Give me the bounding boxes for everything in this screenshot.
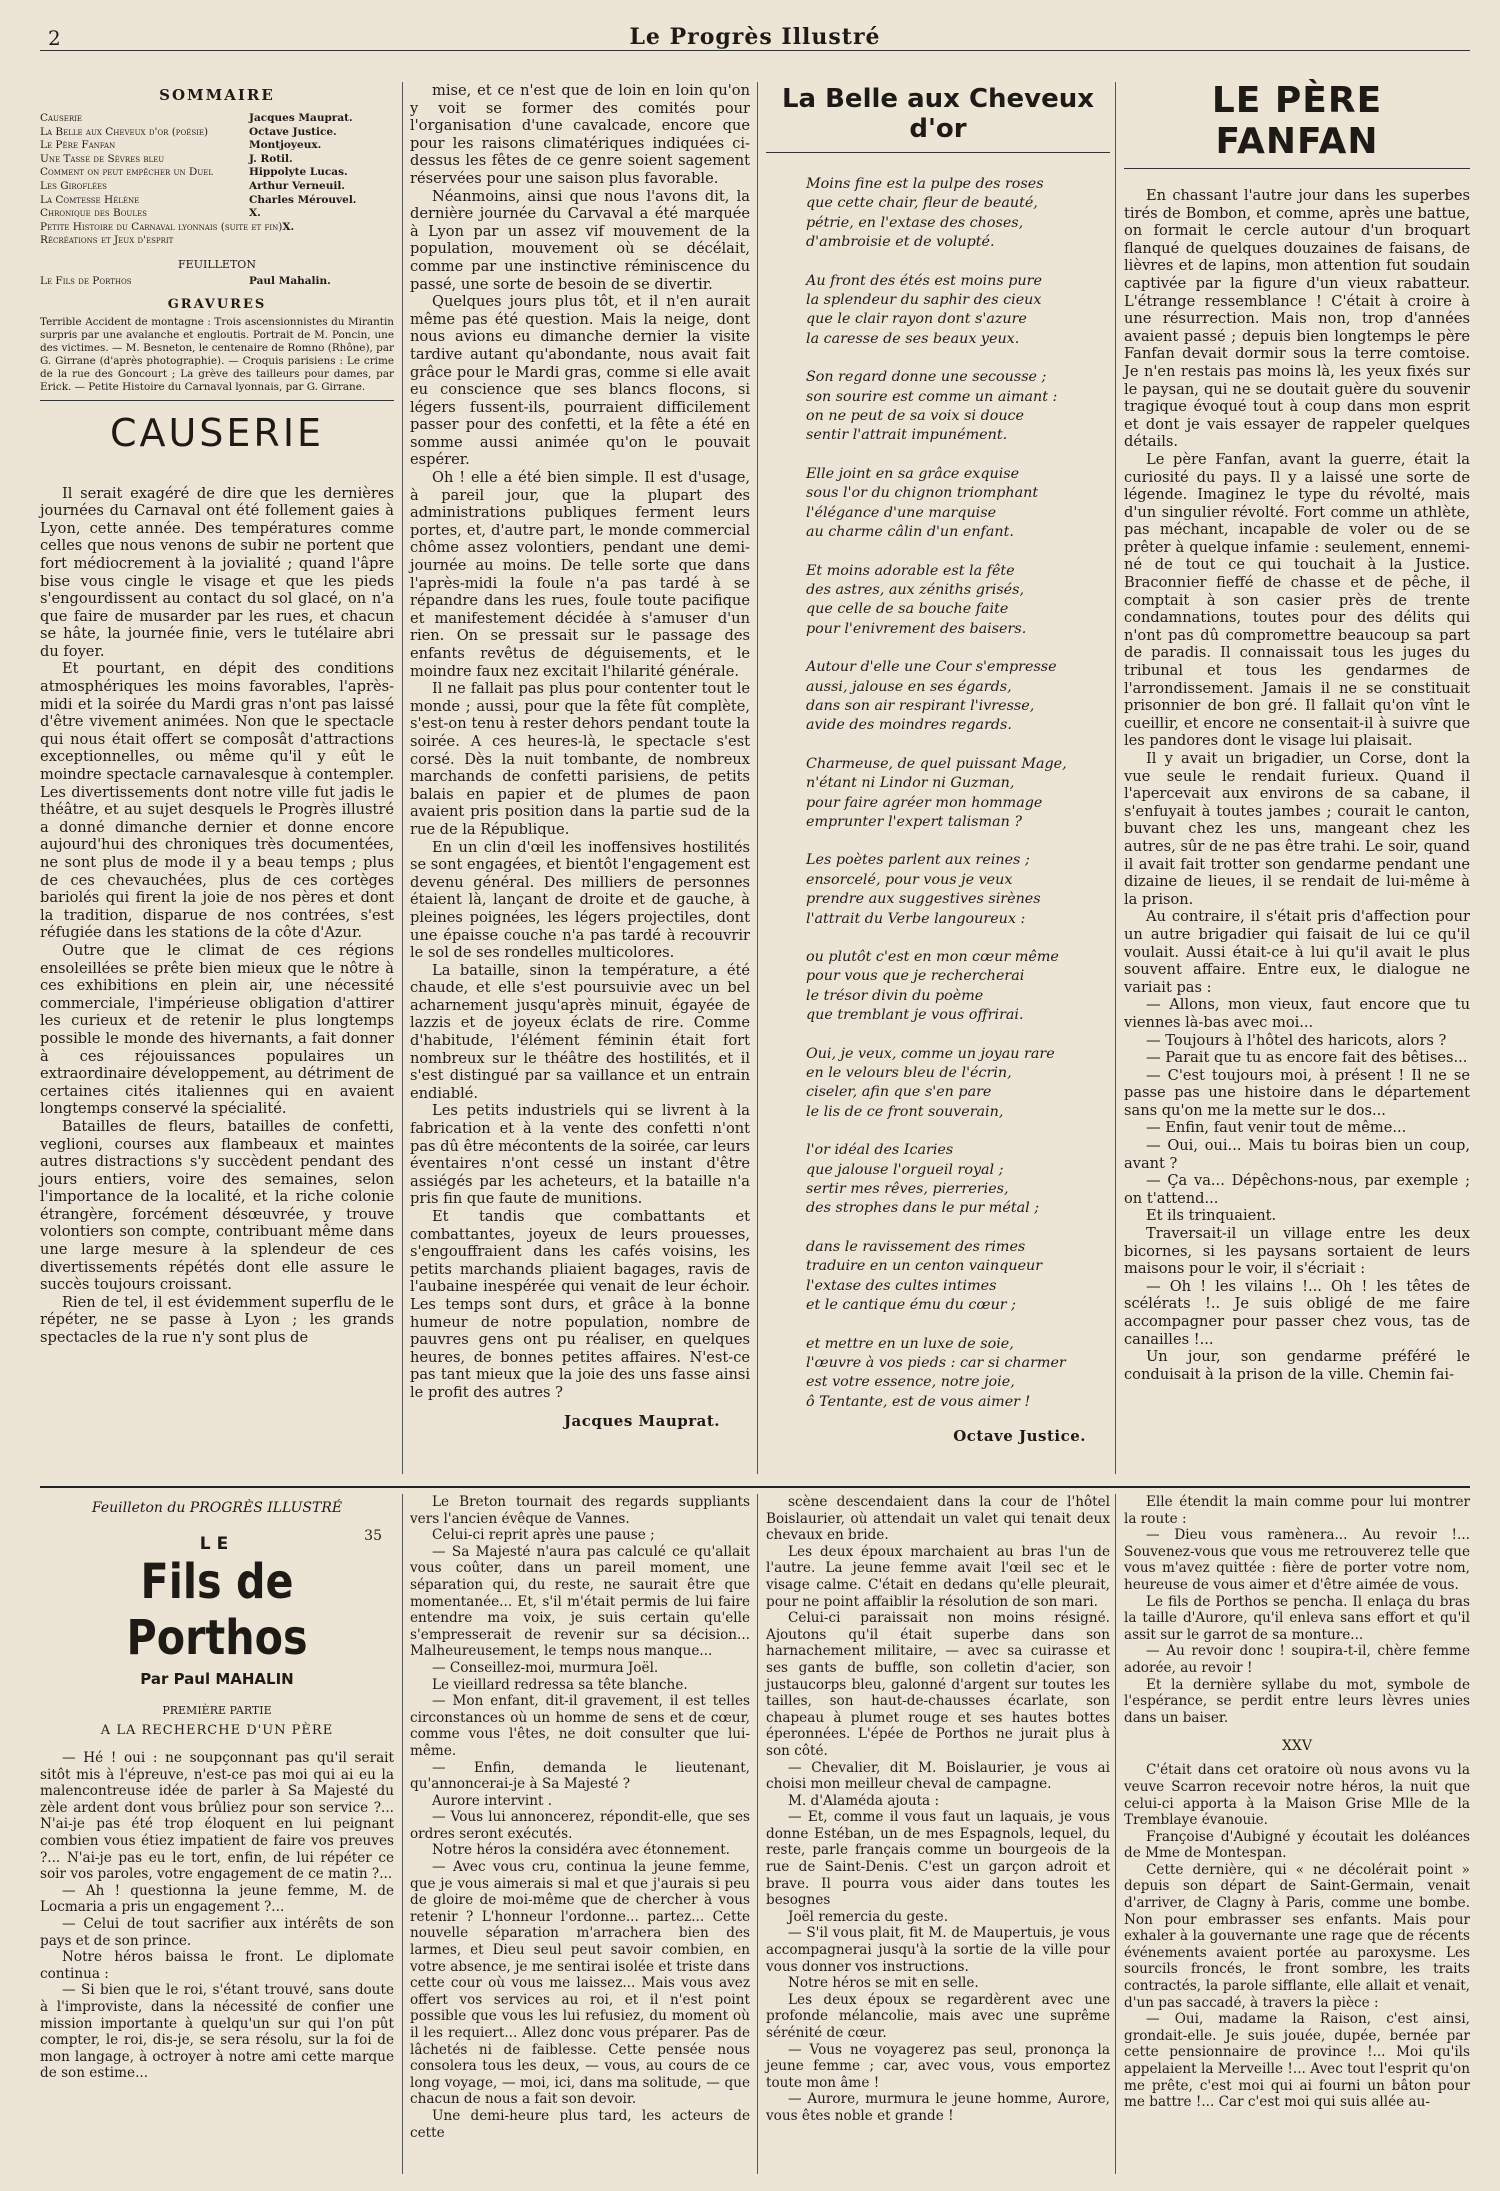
sommaire-item-title: Une Tasse de Sèvres bleu (40, 152, 165, 165)
column-2 (410, 82, 750, 1474)
feuilleton-paragraph: Celui-ci paraissait non moins résigné. Ajoutons qu'il était superbe dans son harnachement militaire, — avec sa cuirasse et ses gants de buffle, son colletin d'acier, son justaucorps bleu, galonné d'argent sur toutes les tailles, son haut-de-chausses écarlate, son chapeau à plumet rouge et ses hautes bottes éperonnées. L'épée de Porthos ne jurait plus à son côté. (766, 1610, 1110, 1759)
feuilleton-paragraph: — Ah ! questionna la jeune femme, M. de Locmaria a pris un engagement ?... (40, 1882, 394, 1916)
causerie-paragraph: mise, et ce n'est que de loin en loin qu'on y voit se former des comités pour l'organisation d'une cavalcade, encore que pour les raisons climatériques indiquées ci-dessus les fêtes de ce genre soient sagement réservées pour une saison plus favorable. (410, 82, 750, 187)
fanfan-paragraph: Il y avait un brigadier, un Corse, dont la vue seule le rendait furieux. Quand il l'apercevait aux environs de sa cabane, il s'enfuyait à toutes jambes ; courait le canton, buvant chez les uns, mangeant chez les autres, sûr de ne pas être trahi. Le soir, quand il avait fait trotter son gendarme pendant une dizaine de lieues, il se rendait de lui-même à la prison. (1124, 750, 1470, 908)
poem-line: la splendeur du saphir des cieux (806, 292, 1042, 309)
feuilleton-paragraph: — Conseillez-moi, murmura Joël. (432, 1659, 659, 1676)
poem-stanza (806, 368, 1110, 446)
poem-body (766, 175, 1110, 1412)
sommaire-item-title: Récréations et Jeux d'esprit (40, 234, 174, 247)
poem-line: traduire en un centon vainqueur (806, 1258, 1043, 1275)
poem-signature: Octave Justice. (953, 1427, 1086, 1446)
poem-line: Oui, je veux, comme un joyau rare (806, 1045, 1055, 1062)
feuilleton-paragraph: M. d'Alaméda ajouta : (788, 1792, 940, 1809)
fanfan-body (1124, 187, 1470, 1383)
column-divider (757, 82, 758, 1474)
chapter-number: XXV (1281, 1738, 1313, 1755)
feuilleton-author: Par Paul MAHALIN (140, 1670, 294, 1688)
sommaire-item-author: Arthur Verneuil. (249, 179, 345, 192)
poem-line: sous l'or du chignon triomphant (806, 485, 1039, 502)
causerie-paragraph: Rien de tel, il est évidemment superflu de le répéter, ne se passe à Lyon ; les grands spectacles de la rue n'y sont plus de (40, 1293, 394, 1347)
fanfan-paragraph: — Enfin, faut venir tout de même... (1146, 1119, 1407, 1137)
feuilleton-paragraph: — Mon enfant, dit-il gravement, il est telles circonstances où un homme de sens et de cœur, comme vous l'êtes, ne doit consulter que lui-même. (410, 1693, 750, 1759)
sommaire-item-author: Hippolyte Lucas. (249, 166, 348, 179)
fanfan-paragraph: — Toujours à l'hôtel des haricots, alors ? (1146, 1031, 1447, 1049)
causerie-paragraph: Néanmoins, ainsi que nous l'avons dit, la dernière journée du Carvaval a été marquée à Lyon par un assez vif mouvement de la population, mouvement où se décélait, comme par une instinctive réminiscence du passé, une sorte de besoin de se divertir. (410, 187, 750, 293)
feuilleton-paragraph: C'était dans cet oratoire où nous avons vu la veuve Scarron recevoir notre héros, la nuit que celui-ci apporta à la Maison Grise Mlle de la Tremblaye évanouie. (1124, 1762, 1470, 1829)
sommaire-item (40, 180, 394, 194)
poem-line: dans son air respirant l'ivresse, (806, 697, 1035, 714)
poem-line: on ne peut de sa voix si douce (806, 408, 1024, 425)
feuilleton-text-4a (1124, 1494, 1470, 1726)
feuilleton-column-3 (766, 1494, 1110, 2180)
sommaire-item (40, 112, 394, 126)
poem-line: pour faire agréer mon hommage (806, 794, 1043, 811)
causerie-paragraph: Les petits industriels qui se livrent à la fabrication et à la vente des confetti n'ont pas dû être mécontents de la soirée, car leurs éventaires n'ont cessé un instant d'être assiégés par les acheteurs, et la bataille n'a pris fin que faute de munitions. (410, 1102, 750, 1208)
feuilleton-paragraph: Les deux époux se regardèrent avec une profonde mélancolie, mais avec une suprême sérénité de cœur. (766, 1991, 1110, 2041)
poem-line: des strophes dans le pur métal ; (806, 1200, 1040, 1217)
poem-stanza (806, 1141, 1110, 1219)
sommaire-item-author: Octave Justice. (249, 125, 337, 138)
feuilleton-paragraph: Aurore intervint . (432, 1792, 553, 1809)
sommaire-item-author: Charles Mérouvel. (249, 193, 357, 206)
poem-line: et le cantique ému du cœur ; (806, 1297, 1016, 1314)
causerie-paragraph: Il serait exagéré de dire que les dernières journées du Carnaval ont été follement gaies à Lyon, cette année. Des températures comme celles que nous venons de subir ne portent que fort médiocrement à la jovialité ; quand l'âpre bise vous cingle le visage et que les pieds s'engourdissent au contact du sol glacé, on n'a que faire de musarder par les rues, et chacun se hâte, la journée finie, vers le tutélaire abri du foyer. (40, 484, 394, 660)
fanfan-paragraph: — Oh ! les vilains !... Oh ! les têtes de scélérats !.. Je suis obligé de me faire accompagner pour passer chez vous, tas de canailles !... (1124, 1277, 1470, 1348)
sommaire-item-author: X. (282, 220, 295, 233)
feuilleton-text-3 (766, 1494, 1110, 2125)
poem-line: que celle de sa bouche faite (806, 601, 1009, 618)
fanfan-paragraph: En chassant l'autre jour dans les superbes tirés de Bombon, et comme, après une battue, on formait le cercle autour d'un broquart flanqué de quelques douzaines de faisans, de lièvres et de lapins, mon attention fut soudain captivée par la figure d'un vieux rabatteur. L'étrange ressemblance ! C'était à croire à une résurrection. Mais non, trop d'années avaient passé ; depuis bien longtemps le père Fanfan devait dormir sous la terre comtoise. Je n'en restais pas moins là, les yeux fixés sur le paysan, qui ne se doutait guère du souvenir tragique évoqué tout à coup dans mon esprit et dont je vais essayer de rappeler quelques détails. (1124, 187, 1470, 451)
page-header (40, 22, 1470, 51)
poem-stanza (806, 755, 1110, 833)
feuilleton-paragraph: Françoise d'Aubigné y écoutait les doléances de Mme de Montespan. (1124, 1828, 1470, 1862)
causerie-paragraph: Et pourtant, en dépit des conditions atmosphériques les moins favorables, l'après-midi et la soirée du Mardi gras n'ont pas laissé d'être vivement animées. Non que le spectacle qui nous était offert se composât d'attractions exceptionnelles, ou même qu'il y eût le moindre spectacle carnavalesque à contempler. Les divertissements dont notre ville fut jadis le théâtre, et au sujet desquels le Progrès illustré a donné dimanche dernier et donne encore aujourd'hui des chroniques très documentées, ne sont plus de mode il y a beau temps ; plus de ces chevauchées, plus de ces cortèges bariolés qui firent la joie de nos pères et dont la tradition, disparue de nos contrées, s'est réfugiée dans les stations de la côte d'Azur. (40, 660, 394, 942)
poem-line: l'extase des cultes intimes (806, 1277, 997, 1294)
fanfan-paragraph: Le père Fanfan, avant la guerre, était la curiosité du pays. Il y a laissé une sorte de légende. Imaginez le type du révolté, mais d'un singulier révolté. Fort comme un athlète, pas méchant, incapable de voler ou de se prêter à quelque infamie : seulement, ennemi-né de tout ce qui touchait à la Justice. Braconnier fieffé de chasse et de pêche, il comptait à son casier près de trente condamnations, toutes pour des délits qui n'ont pas dû compromettre beaucoup sa part de paradis. Il connaissait tous les juges du tribunal et tous les gendarmes de l'arrondissement. Jamais il ne se constituait prisonnier de bon gré. Il fallait qu'on vînt le cueillir, et encore ne consentait-il à suivre que les pandores dont le visage lui plaisait. (1124, 450, 1470, 750)
sommaire-item-title: Comment on peut empêcher un Duel (40, 166, 213, 179)
feuilleton-paragraph: Joël remercia du geste. (788, 1908, 949, 1925)
column-1 (40, 86, 394, 1478)
poem-line: Son regard donne une secousse ; (806, 369, 1047, 386)
poem-line: la caresse de ses beaux yeux. (806, 330, 1020, 347)
poem-stanza (806, 1238, 1110, 1316)
feuilleton-part: PREMIÈRE PARTIE (162, 1704, 272, 1717)
feuilleton-paragraph: — Celui de tout sacrifier aux intérêts de son pays et de son prince. (40, 1915, 394, 1949)
causerie-signature: Jacques Mauprat. (563, 1411, 720, 1430)
poem-stanza (806, 175, 1110, 253)
sommaire-item (40, 166, 394, 180)
feuilleton-heading: FEUILLETON (178, 257, 256, 271)
feuilleton-paragraph: Une demi-heure plus tard, les acteurs de cette (410, 2107, 750, 2141)
feuilleton-column-4 (1124, 1494, 1470, 2180)
sommaire-item-author: X. (249, 207, 261, 220)
feuilleton-paragraph: — Chevalier, dit M. Boislaurier, je vous ai choisi mon meilleur cheval de campagne. (766, 1759, 1110, 1793)
poem-line: ô Tentante, est de vous aimer ! (806, 1393, 1031, 1410)
poem-stanza (806, 851, 1110, 929)
feuilleton-section: A LA RECHERCHE D'UN PÈRE (100, 1723, 334, 1738)
poem-line: Charmeuse, de quel puissant Mage, (806, 755, 1067, 772)
sommaire-item-title: Chronique des Boules (40, 207, 147, 220)
sommaire-item (40, 221, 394, 235)
feuilleton-title-big: Fils de Porthos (126, 1554, 308, 1666)
sommaire-item-author (249, 234, 394, 248)
causerie-paragraph: Oh ! elle a été bien simple. Il est d'usage, à pareil jour, que la plupart des administrations publiques ferment leurs portes, et, d'autre part, le monde commercial chôme assez volontiers, pendant une demi-journée au moins. De telle sorte que dans l'après-midi la foule n'a pas tardé à se répandre dans les rues, foule toute pacifique et manifestement décidée à s'amuser d'un rien. On se pressait sur le passage des enfants revêtus de déguisements, et le moindre faux nez excitait l'hilarité générale. (410, 469, 750, 680)
page-number: 2 (48, 26, 61, 50)
feuilleton-number: 35 (364, 1528, 382, 1544)
causerie-column-2 (410, 82, 750, 1402)
sommaire-item-author: J. Rotil. (249, 152, 293, 165)
feuilleton-paragraph: Elle étendit la main comme pour lui montrer la route : (1124, 1494, 1470, 1527)
feuilleton-paragraph: Celui-ci reprit après une pause ; (432, 1527, 655, 1544)
poem-line: dans le ravissement des rimes (806, 1238, 1026, 1255)
column-divider (402, 1494, 403, 2174)
sommaire-rule (40, 400, 394, 401)
causerie-paragraph: Quelques jours plus tôt, et il n'en aurait même pas été question. Mais la neige, dont nous avions eu dimanche dernier la visite tardive autant qu'abondante, nous avait fait grâce pour le Mardi gras, comme si elle avait eu conscience que ses blancs flocons, si légers fussent-ils, pourraient difficilement passer pour des confetti, et la fête a été en somme aussi animée qu'on le pouvait espérer. (410, 293, 750, 469)
feuilleton-paragraph: — S'il vous plait, fit M. de Maupertuis, je vous accompagnerai jusqu'à la sortie de la ville pour vous donner vos instructions. (766, 1925, 1110, 1975)
poem-line: emprunter l'expert talisman ? (806, 813, 1023, 830)
poem-line: pour vous que je rechercherai (806, 968, 1025, 985)
causerie-paragraph: La bataille, sinon la température, a été chaude, et elle s'est poursuivie avec un bel acharnement jusqu'après minuit, égayée de lazzis et de joyeux éclats de rire. Comme d'habitude, l'élément féminin était fort nombreux sur le théâtre des hostilités, et il s'est distingué par sa vaillance et un entrain endiablé. (410, 961, 750, 1102)
gravures-text: Terrible Accident de montagne : Trois ascensionnistes du Mirantin surpris par une avalanche et engloutis. Portrait de M. Poncin, une des victimes. — M. Besneton, le centenaire de Romno (Rhône), par G. Girrane (d'après photographie). — Croquis parisiens : Le crime de la rue des Goncourt ; La grève des tailleurs pour dames, par Erick. — Petite Histoire du Carnaval lyonnais, par G. Girrane. (40, 315, 394, 393)
sommaire-item-title: Le Père Fanfan (40, 139, 116, 152)
poem-line: Autour d'elle une Cour s'empresse (806, 659, 1057, 676)
poem-line: que cette chair, fleur de beauté, (806, 195, 1038, 212)
column-divider (1115, 1494, 1116, 2174)
poem-line: que le clair rayon dont s'azure (806, 311, 1027, 328)
feuilleton-column-2 (410, 1494, 750, 2180)
sommaire-item (40, 126, 394, 140)
fanfan-paragraph: Et ils trinquaient. (1146, 1207, 1277, 1225)
feuilleton-paragraph: Cette dernière, qui « ne décolérait point » depuis son départ de Saint-Germain, venait d'arriver, de Clagny à Paris, comme une bombe. Non pour embrasser ses enfants. Mais pour exhaler à la gouvernante une rage que de récents événements avaient portée au paroxysme. Les sourcils froncés, le front sombre, les traits contractés, la parole sifflante, elle allait et venait, d'un pas saccadé, à travers la pièce : (1124, 1861, 1470, 2011)
column-divider (402, 82, 403, 1474)
gravures-heading: GRAVURES (167, 296, 267, 312)
feuilleton-paragraph: Notre héros la considéra avec étonnement. (432, 1842, 730, 1859)
feuilleton-text-4b (1124, 1762, 1470, 2110)
column-divider (1115, 82, 1116, 1474)
sommaire-title: SOMMAIRE (159, 86, 275, 104)
sommaire-item-title: Petite Histoire du Carnaval lyonnais (suite et fin) (40, 220, 283, 233)
poem-line: avide des moindres regards. (806, 717, 1012, 734)
poem-line: pétrie, en l'extase des choses, (806, 214, 1024, 231)
fanfan-paragraph: Traversait-il un village entre les deux bicornes, si les paysans sortaient de leurs maisons pour le voir, il s'écriait : (1124, 1225, 1470, 1278)
fanfan-paragraph: — Parait que tu as encore fait des bêtises... (1146, 1049, 1468, 1067)
feuilleton-paragraph: — Enfin, demanda le lieutenant, qu'annoncerai-je à Sa Majesté ? (410, 1759, 750, 1793)
feuilleton-text-1 (40, 1750, 394, 2082)
column-3 (766, 84, 1110, 1476)
feuilleton-paragraph: Le fils de Porthos se pencha. Il enlaça du bras la taille d'Aurore, qu'il enleva sans effort et qu'il assit sur le garrot de sa monture... (1124, 1593, 1470, 1643)
sommaire-item-author: Jacques Mauprat. (249, 112, 353, 124)
sommaire-item (40, 139, 394, 153)
poem-stanza (806, 658, 1110, 736)
feuilleton-paragraph: — Oui, madame la Raison, c'est ainsi, grondait-elle. Je suis jouée, dupée, bernée par cette pensionnaire de province !... Moi qu'ils appelaient la Merveille !... Avec tout l'esprit qu'on me prête, c'est moi qui ai fourni un bâton pour me battre !... Car c'est moi qui suis allée au- (1124, 2011, 1470, 2111)
poem-line: le trésor divin du poème (806, 987, 984, 1004)
feuilleton-paragraph: scène descendaient dans la cour de l'hôtel Boislaurier, où attendait un valet qui tenait deux chevaux en bride. (766, 1494, 1110, 1544)
sommaire-item-title: Causerie (40, 112, 83, 124)
feuilleton-column-1 (40, 1500, 394, 2180)
poem-stanza (806, 562, 1110, 640)
poem-stanza (806, 465, 1110, 543)
fanfan-paragraph: — Allons, mon vieux, faut encore que tu viennes là-bas avec moi... (1124, 996, 1470, 1031)
poem-line: Moins fine est la pulpe des roses (806, 176, 1044, 192)
poem-line: Les poètes parlent aux reines ; (806, 852, 1030, 869)
column-divider (757, 1494, 758, 2174)
sommaire-item (40, 194, 394, 208)
poem-line: aussi, jalouse en ses égards, (806, 678, 1012, 695)
causerie-title: CAUSERIE (109, 410, 325, 455)
poem-stanza (806, 948, 1110, 1026)
journal-title: Le Progrès Illustré (629, 24, 881, 50)
fanfan-paragraph: — Ça va... Dépêchons-nous, par exemple ; on t'attend... (1124, 1172, 1470, 1207)
poem-line: son sourire est comme un aimant : (806, 388, 1058, 405)
feuilleton-paragraph: — Aurore, murmura le jeune homme, Aurore, vous êtes noble et grande ! (766, 2091, 1110, 2124)
poem-line: Au front des étés est moins pure (806, 272, 1042, 289)
poem-line: que jalouse l'orgueil royal ; (806, 1161, 1004, 1178)
fanfan-paragraph: — Oui, oui... Mais tu boiras bien un coup, avant ? (1124, 1137, 1470, 1172)
sommaire-item-title: Les Giroflées (40, 179, 107, 192)
feuilleton-paragraph: — Dieu vous ramènera... Au revoir !... Souvenez-vous que vous me retrouverez telle que vous m'avez quittée : fière de porter votre nom, heureuse de vous aimer et d'être aimée de vous. (1124, 1527, 1470, 1593)
poem-line: sertir mes rêves, pierreries, (806, 1181, 1009, 1198)
feuilleton-paragraph: — Si bien que le roi, s'étant trouvé, sans doute à l'improviste, dans la nécessité de confier une mission importante à quelqu'un sur qui l'on pût compter, le roi, dis-je, se sera résolu, sur la foi de mon langage, à octroyer à notre ami cette marque de son estime... (40, 1982, 394, 2082)
feuilleton-paragraph: — Sa Majesté n'aura pas calculé ce qu'allait vous coûter, dans un pareil moment, une séparation qui, du reste, ne saurait être que momentanée... Et, s'il m'était permis de lui faire entendre ma voix, je suis certain qu'elle s'empresserait de revenir sur sa décision... Malheureusement, le temps nous manque... (410, 1543, 750, 1660)
poem-line: pour l'enivrement des baisers. (806, 620, 1027, 637)
poem-line: et mettre en un luxe de soie, (806, 1335, 1014, 1352)
feuilleton-text-2 (410, 1494, 750, 2141)
poem-line: l'or idéal des Icaries (806, 1142, 954, 1159)
feuilleton-paragraph: — Vous ne voyagerez pas seul, prononça la jeune femme ; car, avec vous, vous emportez toute mon âme ! (766, 2041, 1110, 2091)
causerie-paragraph: Et tandis que combattants et combattantes, joyeux de leurs prouesses, s'engouffraient dans les cafés voisins, les petits marchands pliaient bagages, ravis de l'aubaine inespérée qui venait de leur échoir. Les temps sont durs, et grâce à la bonne humeur de notre population, nombre de pauvres gens ont pu réaliser, en quelques heures, de bonnes petites affaires. N'est-ce pas tant mieux que la joie des uns fasse ainsi le profit des autres ? (410, 1208, 750, 1401)
poem-line: l'attrait du Verbe langoureux : (806, 910, 1026, 927)
column-4 (1124, 80, 1470, 1480)
feuilleton-paragraph: Notre héros se mit en selle. (788, 1975, 979, 1992)
feuilleton-divider (40, 1486, 1470, 1488)
poem-line: ciseler, afin que s'en pare (806, 1084, 992, 1101)
causerie-paragraph: Batailles de fleurs, batailles de confetti, veglioni, courses aux flambeaux et maintes autres distractions s'y succèdent pendant des jours entiers, voire des semaines, selon l'importance de la localité, et la riche colonie étrangère, forcément désœuvrée, y trouve volontiers son compte, contribuant même dans une large mesure à la splendeur de ces divertissements répétés dont elle assure le succès toujours croissant. (40, 1117, 394, 1294)
sommaire-item (40, 207, 394, 221)
poem-line: l'œuvre à vos pieds : car si charmer (806, 1354, 1066, 1371)
feuilleton-paragraph: — Avec vous cru, continua la jeune femme, que je vous aimerais si mal et que j'aurais si peu de gloire de moi-même que de chercher à vous retenir ? L'honneur l'ordonne... partez... Cette nouvelle séparation m'arrachera bien des larmes, et Dieu seul peut savoir combien, en votre absence, je me sentirai isolée et triste dans cette cour où vous me laissez... Mais vous avez offert vos services au roi, et il n'est point possible que vous les lui refusiez, du moment où il les requiert... Allez donc vous préparer. Pas de lâchetés ni de faiblesse. Cette pensée nous consolera tous les deux, — vous, au cours de ce long voyage, — moi, ici, dans ma solitude, — que chacun de nous a fait son devoir. (410, 1859, 750, 2108)
causerie-paragraph: En un clin d'œil les inoffensives hostilités se sont engagées, et bientôt l'engagement est devenu général. Des milliers de personnes étaient là, lançant de droite et de gauche, à pleines poignées, les légers projectiles, dont une épaisse couche n'a pas tardé à recouvrir le sol de ses rondelles multicolores. (410, 838, 750, 962)
feuilleton-paragraph: — Au revoir donc ! soupira-t-il, chère femme adorée, au revoir ! (1124, 1643, 1470, 1676)
feuilleton-paragraph: — Et, comme il vous faut un laquais, je vous donne Estéban, un de mes Espagnols, lequel, du reste, parle français comme un bourgeois de la rue de Saint-Denis. C'est un garçon adroit et brave. Il pourra vous aider dans toutes les besognes (766, 1809, 1110, 1909)
poem-line: ou plutôt c'est en mon cœur même (806, 949, 1059, 965)
poem-line: d'ambroisie et de volupté. (806, 234, 995, 251)
fanfan-paragraph: Au contraire, il s'était pris d'affection pour un autre brigadier qui faisait de lui ce qu'il voulait. Aussi était-ce à lui qu'il avait le plus souvent affaire. Entre eux, le dialogue ne variait pas : (1124, 908, 1470, 996)
sommaire-item (40, 153, 394, 167)
causerie-paragraph: Outre que le climat de ces régions ensoleillées se prête bien mieux que le nôtre à ces exhibitions en plein air, une nécessité commerciale, l'impérieuse obligation d'attirer les curieux et de retenir le plus longtemps possible le monde des hivernants, a fait donner à ces réjouissances populaires un extraordinaire développement, au détriment de certaines cités italiennes qui en avaient longtemps conservé la spécialité. (40, 941, 394, 1118)
feuilleton-title-small: LE (199, 1534, 235, 1554)
causerie-column-1 (40, 485, 394, 1347)
feuilleton-label: Feuilleton du PROGRÈS ILLUSTRÉ (91, 1500, 343, 1516)
feuilleton-paragraph: Les deux époux marchaient au bras l'un de l'autre. La jeune femme avait l'œil sec et le visage calme. C'était en dedans qu'elle pleurait, pour ne point affaiblir la résolution de son mari. (766, 1543, 1110, 1610)
fanfan-title: LE PÈRE FANFAN (1124, 80, 1470, 169)
poem-line: au charme câlin d'un enfant. (806, 524, 1014, 541)
poem-line: n'étant ni Lindor ni Guzman, (806, 775, 1015, 792)
feuilleton-paragraph: Le vieillard redressa sa tête blanche. (432, 1676, 688, 1693)
sommaire-item (40, 234, 394, 248)
feuilleton-item-author: Paul Mahalin. (249, 274, 331, 287)
poem-line: sentir l'attrait impunément. (806, 427, 1008, 444)
poem-line: est votre essence, notre joie, (806, 1374, 1015, 1391)
fanfan-paragraph: — C'est toujours moi, à présent ! Il ne se passe pas une histoire dans le département sans qu'on me la mette sur le dos... (1124, 1066, 1470, 1119)
poem-line: des astres, aux zéniths grisés, (806, 581, 1025, 598)
poem-stanza (806, 272, 1110, 350)
feuilleton-item (40, 275, 394, 289)
poem-line: que tremblant je vous offrirai. (806, 1007, 1024, 1024)
sommaire-item-author: Montjoyeux. (249, 139, 322, 152)
poem-line: Elle joint en sa grâce exquise (806, 465, 1020, 482)
poem-line: le lis de ce front souverain, (806, 1103, 1004, 1120)
feuilleton-paragraph: Et la dernière syllabe du mot, symbole de l'espérance, se perdit entre leurs lèvres unies dans un baiser. (1124, 1676, 1470, 1726)
poem-line: Et moins adorable est la fête (806, 562, 1015, 579)
poem-line: en le velours bleu de l'écrin, (806, 1065, 1012, 1082)
causerie-paragraph: Il ne fallait pas plus pour contenter tout le monde ; aussi, pour que la fête fût complète, s'est-on tenu à rester dehors pendant toute la soirée. A ces heures-là, le spectacle s'est corsé. Dès la nuit tombante, de nombreux marchands de confetti parisiens, de petits balais en papier et de plumes de paon avaient pris position dans la partie sud de la rue de la République. (410, 680, 750, 838)
poem-stanza (806, 1045, 1110, 1123)
poem-stanza (806, 1335, 1110, 1413)
fanfan-paragraph: Un jour, son gendarme préféré le conduisait à la prison de la ville. Chemin fai- (1124, 1348, 1470, 1383)
sommaire-list (40, 112, 394, 248)
poem-line: l'élégance d'une marquise (806, 504, 997, 521)
feuilleton-item-title: Le Fils de Porthos (40, 274, 132, 287)
poem-title: La Belle aux Cheveux d'or (766, 84, 1110, 153)
sommaire-item-title: La Belle aux Cheveux d'or (poésie) (40, 125, 209, 138)
feuilleton-paragraph: — Vous lui annoncerez, répondit-elle, que ses ordres seront exécutés. (410, 1809, 750, 1842)
poem-line: prendre aux suggestives sirènes (806, 891, 1041, 908)
sommaire-item-title: La Comtesse Hélène (40, 193, 140, 206)
feuilleton-paragraph: Le Breton tournait des regards suppliants vers l'ancien évêque de Vannes. (410, 1494, 750, 1527)
poem-line: ensorcelé, pour vous je veux (806, 871, 1013, 888)
feuilleton-paragraph: Notre héros baissa le front. Le diplomate continua : (40, 1949, 394, 1982)
feuilleton-paragraph: — Hé ! oui : ne soupçonnant pas qu'il serait sitôt mis à l'épreuve, n'est-ce pas moi qui ai eu la malencontreuse idée de parler à Sa Majesté du zèle ardent dont vous brûliez pour son service ?... N'ai-je pas été trop éloquent en lui peignant combien vous étiez impatient de faire vos preuves ?... N'ai-je pas eu le tort, enfin, de lui répéter ce soir vos paroles, votre engagement de ce matin ?... (40, 1750, 394, 1883)
